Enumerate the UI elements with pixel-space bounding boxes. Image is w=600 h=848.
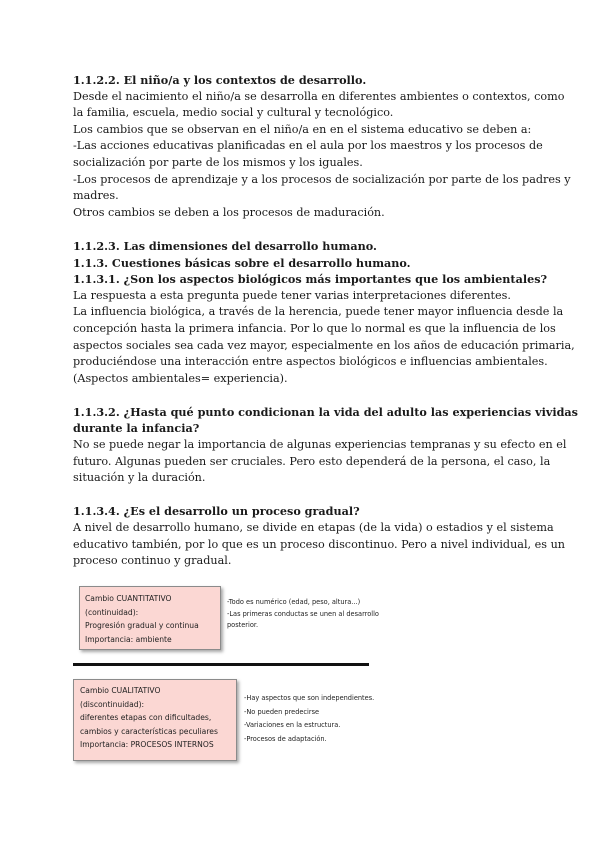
- qualitative-change-box: [73, 679, 237, 761]
- note-line: posterior.: [227, 621, 259, 629]
- qualitative-notes: [244, 692, 374, 746]
- note-line: -No pueden predecirse: [244, 707, 320, 716]
- paragraph-line: la familia, escuela, medio social y cultural y tecnológico.: [73, 106, 394, 120]
- paragraph-line: Otros cambios se deben a los procesos de maduración.: [73, 205, 385, 219]
- paragraph-line: madres.: [73, 189, 119, 203]
- box-line: Cambio CUALITATIVO: [80, 686, 161, 695]
- paragraph-line: concepción hasta la primera infancia. Por lo que lo normal es que la influencia de los: [73, 321, 556, 335]
- paragraph-line: A nivel de desarrollo humano, se divide en etapas (de la vida) o estadios y el sistema: [73, 521, 554, 535]
- paragraph-line: produciéndose una interacción entre aspectos biológicos e influencias ambientales.: [73, 355, 548, 369]
- section-heading: 1.1.2.2. El niño/a y los contextos de desarrollo.: [73, 73, 367, 87]
- note-line: -Hay aspectos que son independientes.: [244, 694, 375, 702]
- box-line: (discontinuidad):: [80, 699, 145, 709]
- paragraph-line: La respuesta a esta pregunta puede tener varias interpretaciones diferentes.: [73, 288, 511, 302]
- box-line: Cambio CUANTITATIVO: [85, 594, 172, 603]
- paragraph-line: aspectos sociales sea cada vez mayor, especialmente en los años de educación primaria,: [73, 338, 575, 352]
- paragraph-line: proceso continuo y gradual.: [73, 554, 232, 568]
- paragraph-line: situación y la duración.: [73, 471, 206, 485]
- box-line: cambios y características peculiares: [80, 726, 218, 736]
- paragraph-line: Los cambios que se observan en el niño/a en en el sistema educativo se deben a:: [73, 122, 532, 136]
- paragraph-line: -Las acciones educativas planificadas en el aula por los maestros y los procesos de: [73, 139, 543, 153]
- section-heading: 1.1.2.3. Las dimensiones del desarrollo humano.: [73, 238, 377, 253]
- paragraph-line: educativo también, por lo que es un proceso discontinuo. Pero a nivel individual, es un: [73, 537, 565, 551]
- section-heading: 1.1.3.4. ¿Es el desarrollo un proceso gradual?: [73, 504, 360, 519]
- paragraph-line: La influencia biológica, a través de la herencia, puede tener mayor influencia desde la: [73, 305, 564, 319]
- note-line: -Todo es numérico (edad, peso, altura...): [227, 598, 361, 606]
- box-line: (continuidad):: [85, 607, 139, 617]
- note-line: -Procesos de adaptación.: [244, 734, 327, 743]
- section-heading: 1.1.3. Cuestiones básicas sobre el desarrollo humano.: [73, 255, 411, 270]
- paragraph-line: futuro. Algunas pueden ser cruciales. Pero esto dependerá de la persona, el caso, la: [73, 454, 551, 468]
- paragraph-line: Desde el nacimiento el niño/a se desarrolla en diferentes ambientes o contextos, como: [73, 89, 565, 103]
- section-heading: 1.1.3.1. ¿Son los aspectos biológicos más importantes que los ambientales?: [73, 272, 548, 287]
- box-line: diferentes etapas con dificultades,: [80, 713, 212, 722]
- section-heading: durante la infancia?: [73, 421, 200, 436]
- quantitative-notes: [227, 597, 379, 632]
- box-line: Importancia: ambiente: [85, 634, 172, 644]
- note-line: -Variaciones en la estructura.: [244, 721, 341, 729]
- divider-line: [73, 663, 369, 666]
- section-heading: 1.1.3.2. ¿Hasta qué punto condicionan la vida del adulto las experiencias vividas: [73, 404, 578, 419]
- document-body: [73, 72, 578, 570]
- note-line: -Las primeras conductas se unen al desarrollo: [227, 609, 379, 618]
- paragraph-line: -Los procesos de aprendizaje y a los procesos de socialización por parte de los padres y: [73, 172, 571, 186]
- paragraph-line: (Aspectos ambientales= experiencia).: [73, 371, 288, 385]
- quantitative-change-box: [79, 586, 221, 650]
- paragraph-line: No se puede negar la importancia de algunas experiencias tempranas y su efecto en el: [73, 438, 567, 452]
- box-line: Importancia: PROCESOS INTERNOS: [80, 740, 214, 749]
- paragraph-line: socialización por parte de los mismos y los iguales.: [73, 155, 363, 169]
- box-line: Progresión gradual y continua: [85, 621, 199, 630]
